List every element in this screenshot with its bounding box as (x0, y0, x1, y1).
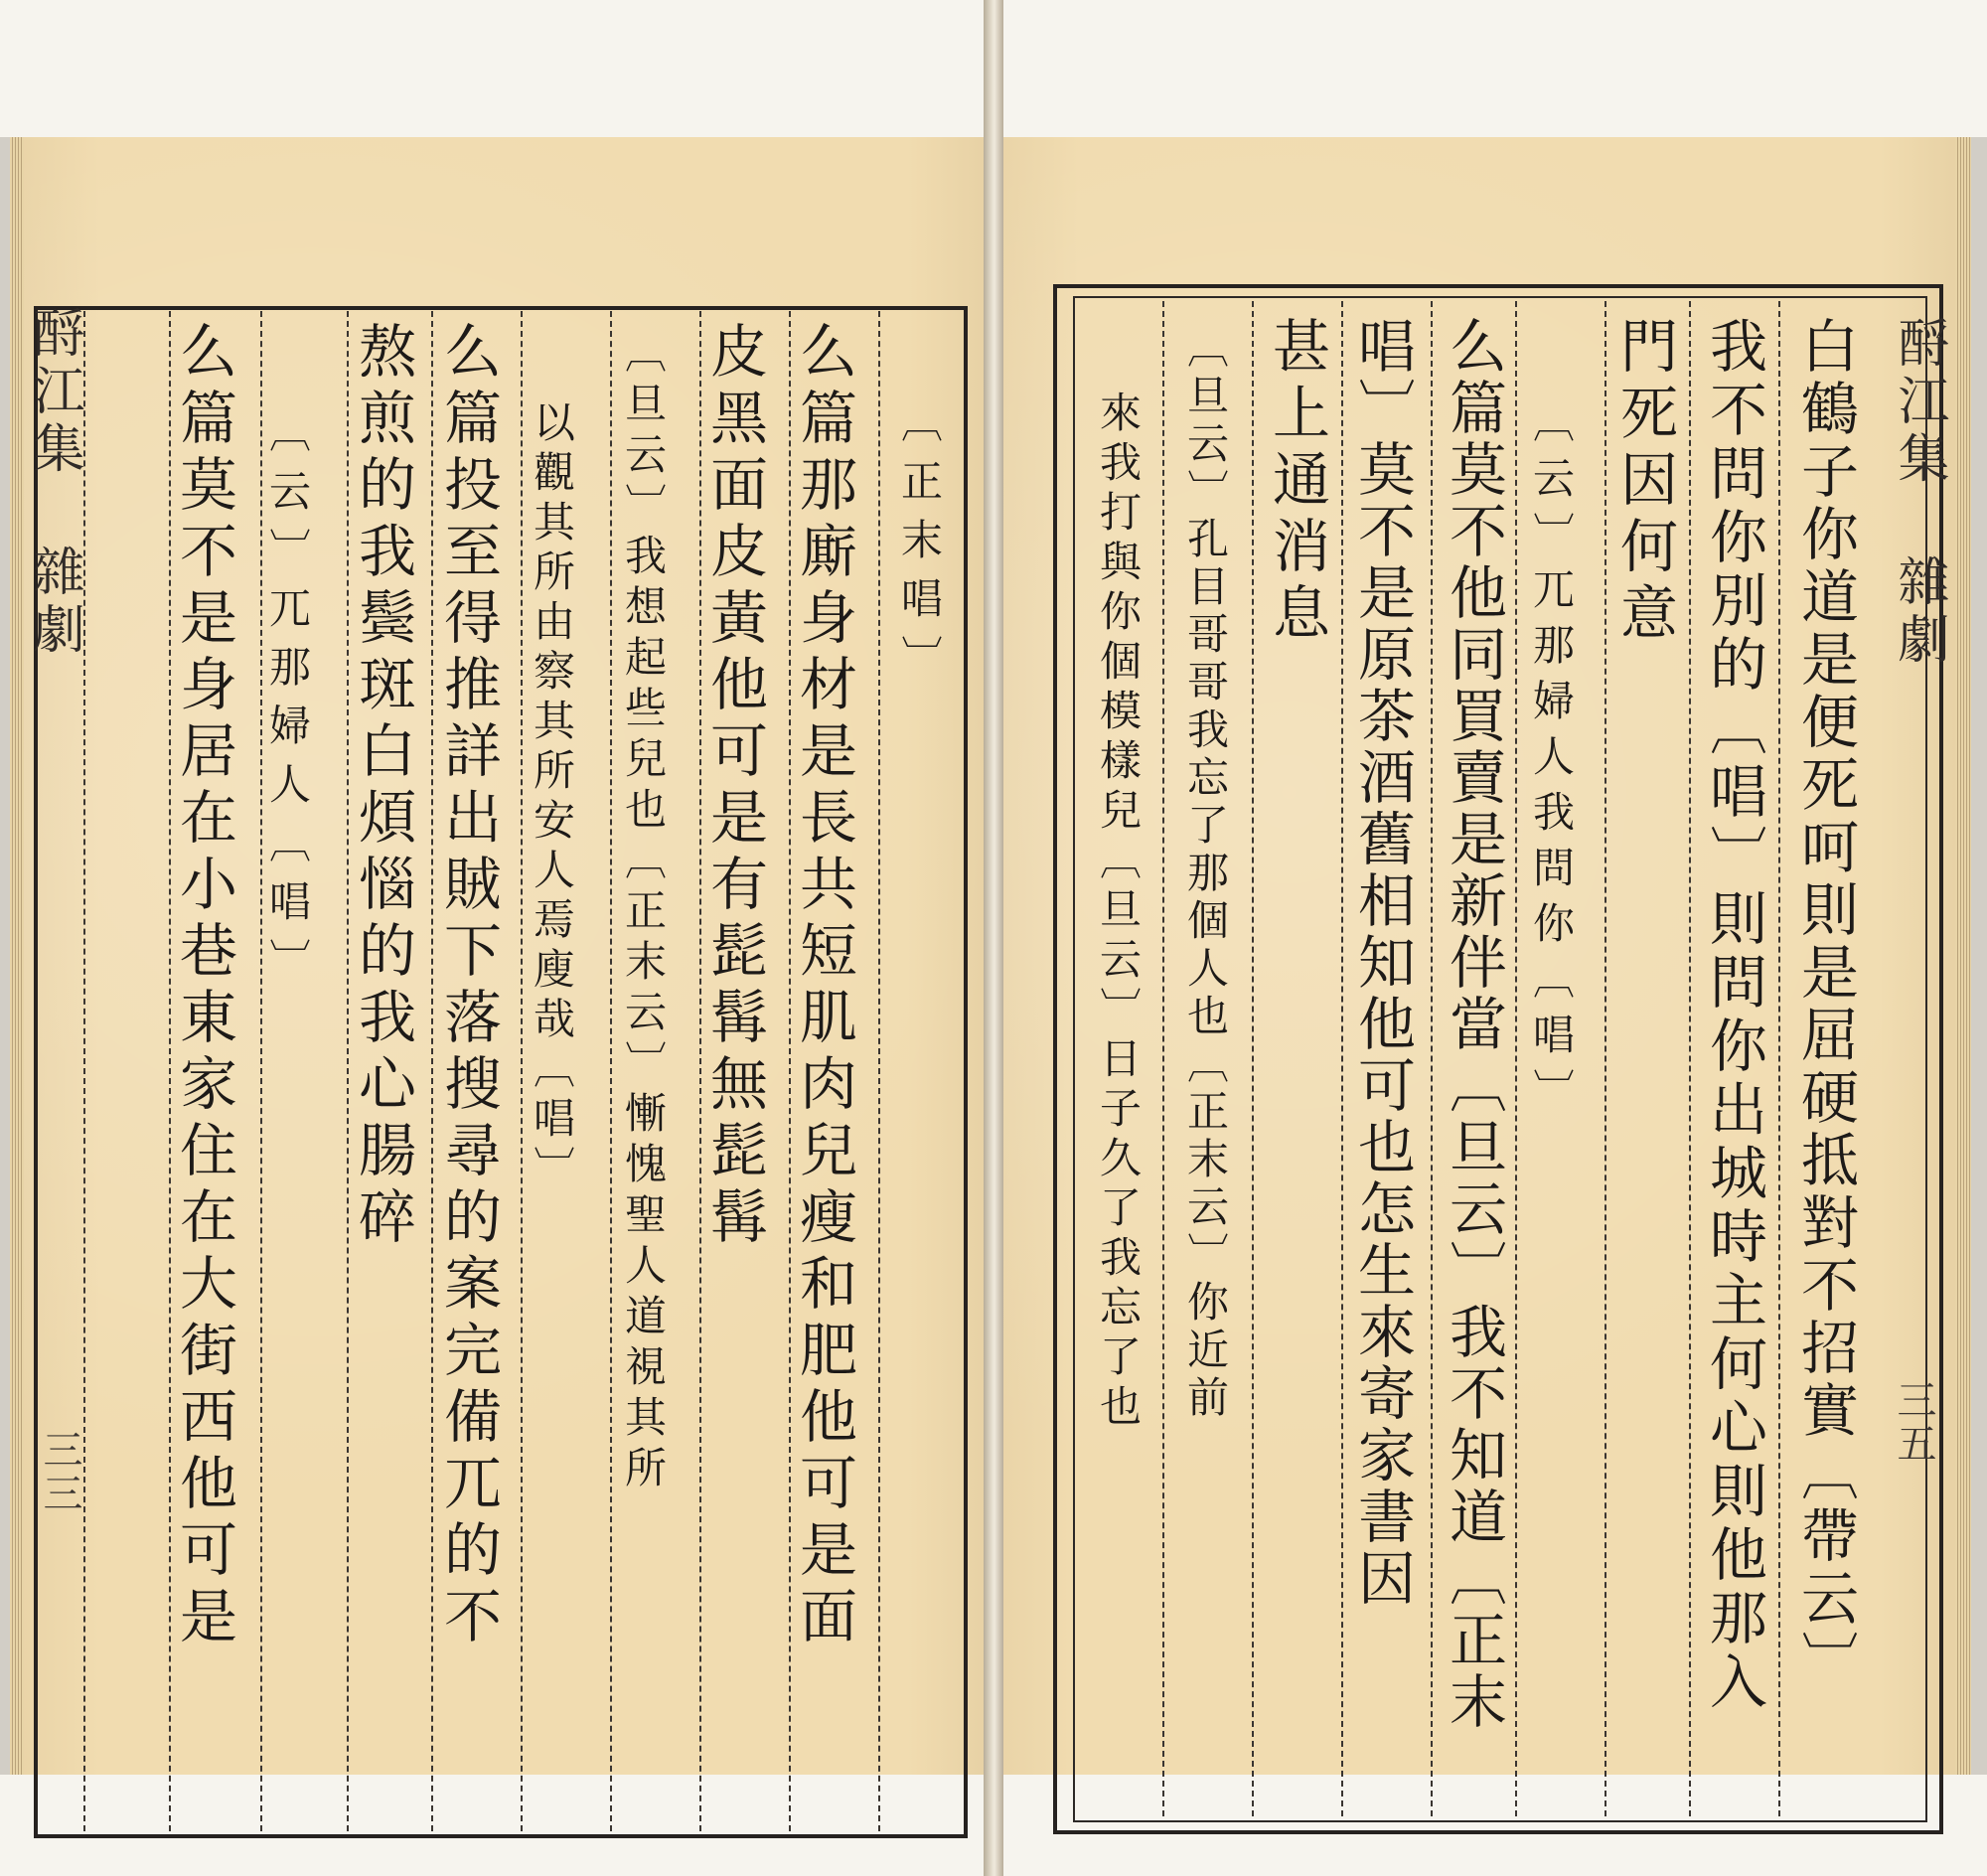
text-column: 熬煎的我鬓斑白煩惱的我心腸碎 (349, 321, 416, 1253)
left-page (24, 137, 984, 1775)
text-column: 么篇莫不他同買賣是新伴當〔旦云〕我不知道〔正末 (1440, 316, 1507, 1733)
text-column: 白鶴子你道是便死呵則是屈硬抵對不招實〔帶云〕 (1791, 316, 1859, 1693)
right-column-rule (1515, 301, 1517, 1816)
right-column-rule (1605, 301, 1606, 1816)
text-column: 唱〕莫不是原茶酒舊相知他可也怎生來寄家書因 (1348, 316, 1416, 1610)
right-page-edge-label: 酹江集 雜劇 (1889, 316, 1948, 670)
left-column-rule (260, 311, 262, 1831)
right-column-rule (1162, 301, 1164, 1816)
left-column-rule (878, 311, 880, 1831)
left-column-rule (521, 311, 523, 1831)
book-gutter (984, 0, 1003, 1876)
text-column: 〔正末唱〕 (895, 400, 944, 694)
left-column-rule (610, 311, 612, 1831)
text-column: 甚上通消息 (1263, 316, 1330, 649)
text-column: 么篇投至得推詳出賊下落搜尋的案完備兀的不 (434, 321, 502, 1652)
left-column-rule (83, 311, 85, 1831)
text-column: 么篇莫不是身居在小巷東家住在大街西他可是 (170, 321, 237, 1652)
text-column: 來我打與你個模樣兒〔旦云〕日子久了我忘了也 (1094, 391, 1143, 1434)
right-page-stack-edge (1955, 137, 1971, 1775)
right-column-rule (1252, 301, 1254, 1816)
text-column: 皮黑面皮黃他可是有髭髯無髭髯 (700, 321, 768, 1253)
right-page-folio: 三五 (1891, 1379, 1936, 1467)
right-column-rule (1341, 301, 1343, 1816)
right-column-rule (1689, 301, 1691, 1816)
left-page-edge-label: 酹江集 雜劇 (24, 306, 83, 660)
right-page (1003, 137, 1955, 1775)
right-column-rule (1778, 301, 1780, 1816)
text-column: 〔云〕兀那婦人我問你〔唱〕 (1527, 400, 1576, 1124)
left-column-rule (431, 311, 433, 1831)
text-column: 〔云〕兀那婦人〔唱〕 (263, 410, 312, 997)
text-column: 〔旦云〕孔目哥哥我忘了那個人也〔正末云〕你近前 (1181, 326, 1230, 1423)
text-column: 么篇那廝身材是長共短肌肉兒瘦和肥他可是面 (790, 321, 857, 1652)
text-column: 我不問你別的〔唱〕則問你出城時主何心則他那入 (1700, 316, 1767, 1715)
left-page-stack-edge (10, 137, 24, 1775)
left-page-folio: 三三 (37, 1429, 82, 1516)
text-column: 以觀其所由察其所安人焉廋哉〔唱〕 (528, 400, 576, 1195)
text-column: 〔旦云〕我想起些兒也〔正末云〕慚愧聖人道視其所 (619, 331, 668, 1496)
right-column-rule (1431, 301, 1433, 1816)
text-column: 門死因何意 (1610, 316, 1678, 649)
